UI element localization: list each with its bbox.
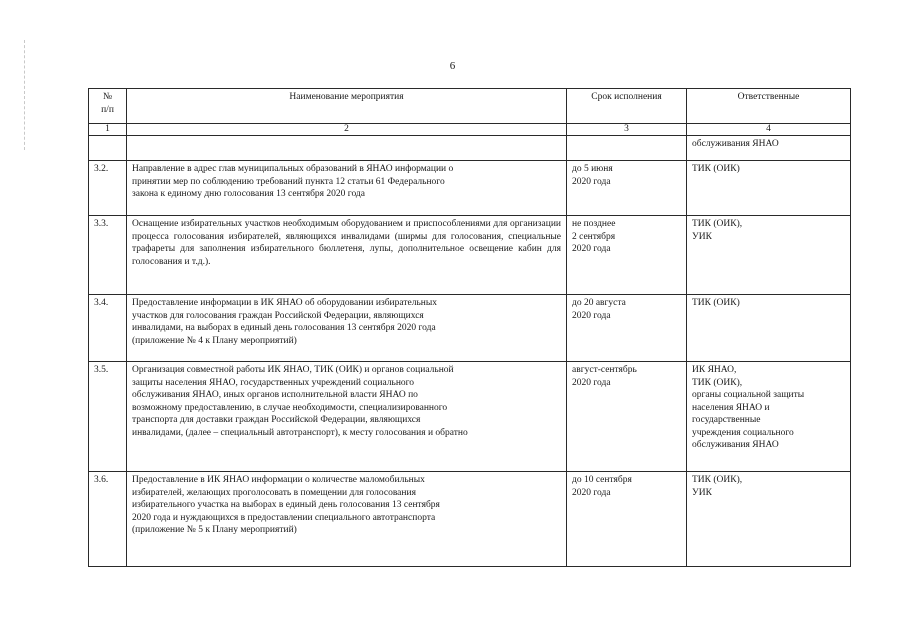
- column-index-row: [89, 124, 851, 136]
- column-index-2: 2: [127, 124, 567, 136]
- cell-event-name: Организация совместной работы ИК ЯНАО, ТИК (ОИК) и органов социальной защиты населения ЯНАО, государственных учреждений социального обслуживания ЯНАО, иных органов исполнительной власти ЯНАО по возможному предоставлению, в случае необходимости, специализированного транспорта для доставки граждан Российской Федерации, являющихся инвалидами, (далее – специальный автотранспорт), к месту голосования и обратно: [127, 362, 567, 472]
- cell-number: 3.3.: [89, 216, 127, 295]
- column-index-4: 4: [687, 124, 851, 136]
- cell-deadline: не позднее 2 сентября 2020 года: [567, 216, 687, 295]
- cell-event-name: [127, 136, 567, 161]
- header-event-name: Наименование мероприятия: [127, 89, 567, 124]
- table-header-row: [89, 89, 851, 124]
- cell-event-name: Направление в адрес глав муниципальных образований в ЯНАО информации о принятии мер по соблюдению требований пункта 12 статьи 61 Федерального закона к единому дню голосования 13 сентября 2020 года: [127, 161, 567, 216]
- cell-event-name: Предоставление в ИК ЯНАО информации о количестве маломобильных избирателей, желающих проголосовать в помещении для голосования избирательного участка на выборах в единый день голосования 13 сентября 2020 года и нуждающихся в предоставлении специального автотранспорта (приложение № 5 к Плану мероприятий): [127, 472, 567, 567]
- page-number: 6: [449, 60, 456, 72]
- column-index-1: 1: [89, 124, 127, 136]
- table-row: [89, 362, 851, 472]
- cell-number: [89, 136, 127, 161]
- cell-deadline: [567, 136, 687, 161]
- cell-number: 3.4.: [89, 295, 127, 362]
- table-row-continuation: [89, 136, 851, 161]
- column-index-3: 3: [567, 124, 687, 136]
- cell-deadline: до 20 августа 2020 года: [567, 295, 687, 362]
- cell-deadline: до 10 сентября 2020 года: [567, 472, 687, 567]
- cell-event-name: Предоставление информации в ИК ЯНАО об оборудовании избирательных участков для голосования граждан Российской Федерации, являющихся инвалидами, на выборах в единый день голосования 13 сентября 2020 года (приложение № 4 к Плану мероприятий): [127, 295, 567, 362]
- cell-event-name: Оснащение избирательных участков необходимым оборудованием и приспособлениями для организации процесса голосования избирателей, являющихся инвалидами (ширмы для голосования, специальные трафареты для заполнения избирательного бюллетеня, лупы, дополнительное освещение кабин для голосования и т.д.).: [127, 216, 567, 295]
- header-deadline: Срок исполнения: [567, 89, 687, 124]
- header-responsible: Ответственные: [687, 89, 851, 124]
- events-plan-table: [88, 88, 851, 567]
- cell-responsible: ТИК (ОИК), УИК: [687, 216, 851, 295]
- cell-responsible: ТИК (ОИК), УИК: [687, 472, 851, 567]
- header-number: № п/п: [89, 89, 127, 124]
- cell-number: 3.6.: [89, 472, 127, 567]
- table-row: [89, 161, 851, 216]
- cell-number: 3.2.: [89, 161, 127, 216]
- cell-deadline: до 5 июня 2020 года: [567, 161, 687, 216]
- table-row: [89, 216, 851, 295]
- scan-edge-mark: [24, 40, 26, 150]
- cell-responsible: ТИК (ОИК): [687, 295, 851, 362]
- table-row: [89, 472, 851, 567]
- table-row: [89, 295, 851, 362]
- cell-responsible: обслуживания ЯНАО: [687, 136, 851, 161]
- cell-deadline: август-сентябрь 2020 года: [567, 362, 687, 472]
- cell-responsible: ТИК (ОИК): [687, 161, 851, 216]
- cell-responsible: ИК ЯНАО, ТИК (ОИК), органы социальной защиты населения ЯНАО и государственные учреждения социального обслуживания ЯНАО: [687, 362, 851, 472]
- cell-number: 3.5.: [89, 362, 127, 472]
